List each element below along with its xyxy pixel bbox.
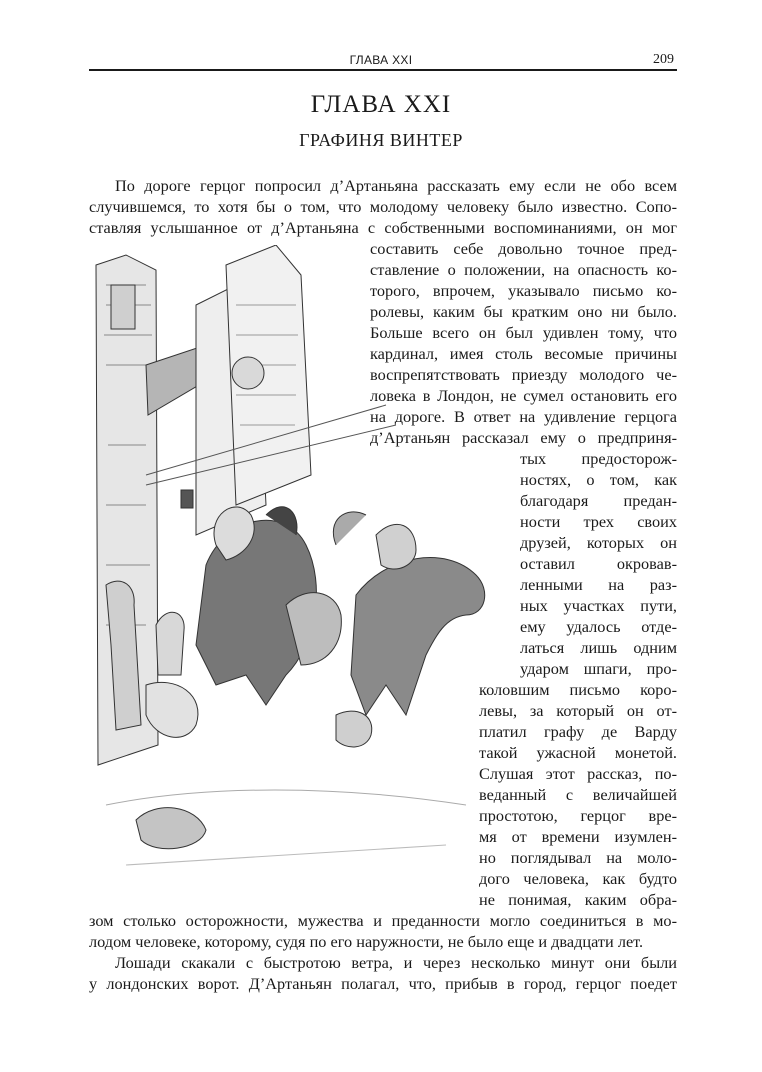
text-line: Слушая этот рассказ, по- xyxy=(479,764,677,783)
text-line: ности трех своих xyxy=(520,512,677,531)
text-line: коловшим письмо коро- xyxy=(479,680,677,699)
text-line: платил графу де Варду xyxy=(479,722,677,741)
text-line: д’Артаньян рассказал ему о предприня- xyxy=(370,428,677,447)
text-line: но поглядывал на моло- xyxy=(479,848,677,867)
text-line: ударом шпаги, про- xyxy=(520,659,677,678)
text-line: лодом человеке, которому, судя по его наружности, не было еще и двадцати лет. xyxy=(89,932,644,951)
text-line: на дороге. В ответ на удивление герцога xyxy=(370,407,677,426)
text-line: ставление о положении, на опасность ко- xyxy=(370,260,677,279)
text-line: ленными на раз- xyxy=(520,575,677,594)
text-line: торого, впрочем, указывало письмо ко- xyxy=(370,281,677,300)
text-line: друзей, которых он xyxy=(520,533,677,552)
text-line: такой ужасной монетой. xyxy=(479,743,677,762)
text-line: благодаря предан- xyxy=(520,491,677,510)
text-line: Больше всего он был удивлен тому, что xyxy=(370,323,677,342)
chapter-title: ГЛАВА XXI xyxy=(310,91,452,118)
text-line: у лондонских ворот. Д’Артаньян полагал, что, прибыв в город, герцог поедет xyxy=(89,974,677,993)
text-line: ностях, о том, как xyxy=(520,470,677,489)
text-line: латься лишь одним xyxy=(520,638,677,657)
text-line: зом столько осторожности, мужества и преданности могло соединиться в мо- xyxy=(89,911,677,930)
text-line: кардинал, имея столь весомые причины xyxy=(370,344,677,363)
text-line: ставляя услышанное от д’Артаньяна с собственными воспоминаниями, он мог xyxy=(89,218,677,237)
text-line: мя от времени изумлен- xyxy=(479,827,677,846)
chapter-subtitle: ГРАФИНЯ ВИНТЕР xyxy=(299,130,463,150)
text-line: По дороге герцог попросил д’Артаньяна рассказать ему если не обо всем xyxy=(115,176,677,195)
text-line: простотою, герцог вре- xyxy=(479,806,677,825)
text-line: составить себе довольно точное пред- xyxy=(370,239,677,258)
text-line: ролевы, каким бы кратким оно ни было. xyxy=(370,302,677,321)
header-rule xyxy=(89,69,677,71)
text-line: случившемся, то хотя бы о том, что молодому человеку было известно. Сопо- xyxy=(89,197,677,216)
running-header: ГЛАВА XXI xyxy=(349,53,413,67)
text-line: тых предосторож- xyxy=(520,449,677,468)
text-line: дого человека, как будто xyxy=(479,869,677,888)
text-line: воспрепятствовать приезду молодого че- xyxy=(370,365,677,384)
text-line: не понимая, каким обра- xyxy=(479,890,677,909)
text-line: Лошади скакали с быстротою ветра, и через несколько минут они были xyxy=(115,953,677,972)
text-line: оставил окровав- xyxy=(520,554,677,573)
text-line: левы, за который он от- xyxy=(479,701,677,720)
text-line: ловека в Лондон, не сумел остановить его xyxy=(370,386,677,405)
page-number: 209 xyxy=(653,52,674,67)
text-line: ему удалось отде- xyxy=(520,617,677,636)
text-line: веданный с величайшей xyxy=(479,785,677,804)
text-line: ных участках пути, xyxy=(520,596,677,615)
